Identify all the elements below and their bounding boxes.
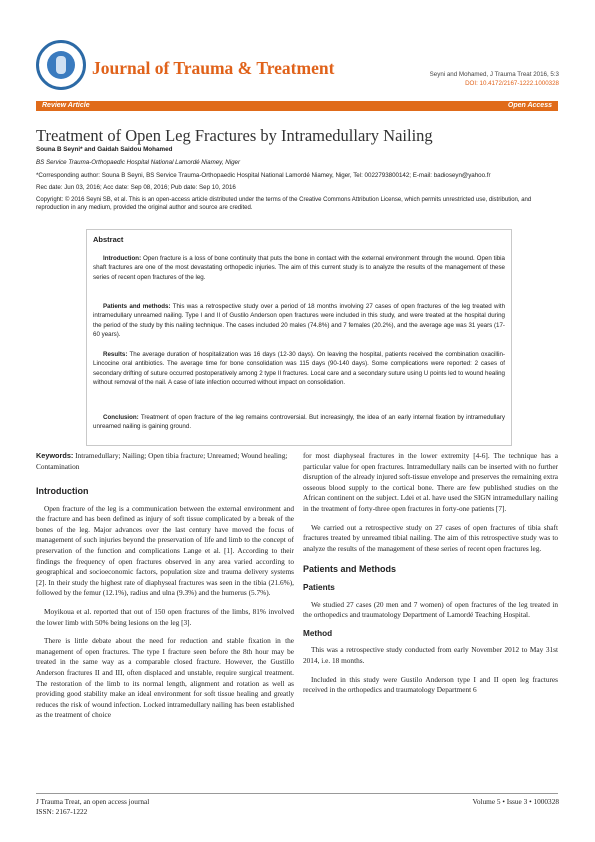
footer-issn: ISSN: 2167-1222: [36, 807, 88, 816]
method-paragraph-1: This was a retrospective study conducted from early November 2012 to May 31st 2014, i.e. 18 months.: [303, 645, 558, 665]
abstract-methods-label: Patients and methods:: [103, 303, 171, 310]
corresponding-author: *Corresponding author: Souna B Seyni, BS Service Trauma-Orthopaedic Hospital National Lamordé Niamey, Niger, Tel: 0022793800142; E-mail: badioseyn@yahoo.fr: [36, 172, 491, 179]
journal-title: Journal of Trauma & Treatment: [92, 58, 335, 78]
abstract-methods-text: This was a retrospective study over a period of 18 months involving 27 cases of open fractures of the leg treated with intramedullary unreamed nailing. Type I and II of Gustilo Anderson open fractures were included in this study, and were treated at the hospital during the period of the study by this nailing technique. The cases included 20 males (74.8%) and 7 females (20.2%), and the average age was 31 years (17-60 years).: [93, 303, 506, 339]
intro-paragraph-3: There is little debate about the need for reduction and stable fixation in the management of open fractures. The type I fracture seen before the 8th hour may be treated in the same way as a comparable closed fracture. However, the Gustillo Anderson fractures II and III, often displaced and unstable, require surgical treatment. The restoration of the limb to its normal length, alignment and rotation as well as providing good stability make an ideal environment for soft tissue healing and greatly reduces the risk of wound infection. Locked intramedullary nailing has been established as the treatment of choice: [36, 636, 294, 720]
footer-divider: [36, 793, 558, 794]
right-column: [303, 451, 558, 704]
citation-block: [430, 70, 559, 88]
abstract-conclusion-label: Conclusion:: [103, 414, 139, 421]
article-title: Treatment of Open Leg Fractures by Intramedullary Nailing: [36, 126, 433, 145]
abstract-intro-text: Open fracture is a loss of bone continuity that puts the bone in contact with the external environment through the wound. Open tibia shaft fractures are one of the most devastating orthopedic injuries. The aim of this current study is to analyze the results of the management of these series of recent open fractures of the leg.: [93, 255, 505, 281]
copyright: Copyright: © 2016 Seyni SB, et al. This is an open-access article distributed under the terms of the Creative Commons Attribution License, which permits unrestricted use, distribution, and reproduction in any medium, provided the original author and source are credited.: [36, 197, 532, 212]
journal-logo: [36, 40, 86, 90]
intro-paragraph-5: We carried out a retrospective study on 27 cases of open fractures of tibia shaft fractures treated by unreamed tibial nailing. The aim of this retrospective study was to analyze the results of the management of these series of recent open fractures leg.: [303, 522, 558, 553]
keywords-text: Intramedullary; Nailing; Open tibia fracture; Unreamed; Wound healing; Contamination: [36, 451, 288, 471]
abstract-conclusion-text: Treatment of open fracture of the leg remains controversial. But increasingly, the idea of an early internal fixation by intramedullary unreamed nailing is gaining ground.: [93, 414, 505, 431]
keywords: [36, 451, 294, 472]
method-heading: Method: [303, 628, 333, 638]
intro-paragraph-2: Moyikoua et al. reported that out of 150 open fractures of the limbs, 81% involved the lower limb with 50% being lesions on the leg [3].: [36, 606, 294, 627]
patients-heading: Patients: [303, 582, 335, 592]
abstract-conclusion: [93, 413, 505, 432]
patients-methods-heading: Patients and Methods: [303, 564, 397, 575]
article-dates: Rec date: Jun 03, 2016; Acc date: Sep 08, 2016; Pub date: Sep 10, 2016: [36, 184, 236, 191]
doi-link[interactable]: DOI: 10.4172/2167-1222.1000328: [465, 80, 559, 87]
citation-text: Seyni and Mohamed, J Trauma Treat 2016, 5:3: [429, 71, 559, 78]
logo-emblem-icon: [47, 51, 75, 79]
footer-volume: Volume 5 • Issue 3 • 1000328: [472, 797, 559, 806]
abstract-box: [86, 229, 512, 446]
left-column: [36, 486, 294, 729]
patients-paragraph: We studied 27 cases (20 men and 7 women) of open fractures of the leg treated in the orthopedics and traumatology Department of Lamordé Teaching Hospital.: [303, 599, 558, 620]
article-type-bar: [36, 101, 558, 111]
intro-paragraph-1: Open fracture of the leg is a communication between the external environment and the fracture and has been defined as injury of soft tissue complicated by a break of the bones of the leg. Major advances over the last century have moved the focus of management of such injuries beyond the preservation of life and limb to the concept of preservation of the function and complications Lange et al. [1]. According to their findings the frequency of open fractures observed in any area varied according to geographical and socioeconomic factors, population size and trauma delivery systems [2]. In their study the highest rate of diaphyseal fractures was seen in the tibia (21.6%), followed by the femur (12.1%), radius and ulna (9.3%) and the humerus (5.7%).: [36, 503, 294, 598]
article-type-label: Review Article: [42, 102, 90, 109]
abstract-results-text: The average duration of hospitalization was 16 days (12-30 days). On leaving the hospital, patients received the combination oxacillin-Lincocine oral antibiotics. The average time for bone consolidation was 115 days (90-140 days). Some complications were reported: 2 cases of secondary drifting of suture occurred postoperatively among 2 type II fractures. Local care and a secondary suture using U points led to wound healing without removal of the nail. A case of late infection occurred without impact on consolidation.: [93, 351, 506, 387]
abstract-results: [93, 350, 505, 388]
intro-paragraph-4: for most diaphyseal fractures in the lower extremity [4-6]. The technique has a particular value for open fractures. Intramedullary nails can be inserted with no further disruption of the already injured soft-tissue envelope and preserves the remaining extra osseous blood supply to the cortical bone. There are few published studies on the African continent on the subject. Ldei et al. have used the SIGN intramedullary nailing in the treatment of forty-three open fractures in forty-one patients [7].: [303, 451, 558, 513]
abstract-methods: [93, 302, 505, 340]
keywords-label: Keywords:: [36, 451, 74, 460]
footer-left: [36, 797, 149, 817]
affiliation: BS Service Trauma-Orthopaedic Hospital National Lamordé Niamey, Niger: [36, 159, 241, 166]
authors: Souna B Seyni* and Gaidah Saidou Mohamed: [36, 146, 173, 153]
abstract-heading: Abstract: [93, 235, 124, 244]
method-paragraph-2: Included in this study were Gustilo Anderson type I and II open leg fractures received in the orthopedics and traumatology Department 6: [303, 674, 558, 695]
open-access-label: Open Access: [507, 102, 552, 109]
abstract-intro-label: Introduction:: [103, 255, 142, 262]
introduction-heading: Introduction: [36, 486, 89, 496]
abstract-introduction: [93, 254, 505, 282]
abstract-results-label: Results:: [103, 351, 128, 358]
footer-journal: J Trauma Treat, an open access journal: [36, 797, 150, 806]
